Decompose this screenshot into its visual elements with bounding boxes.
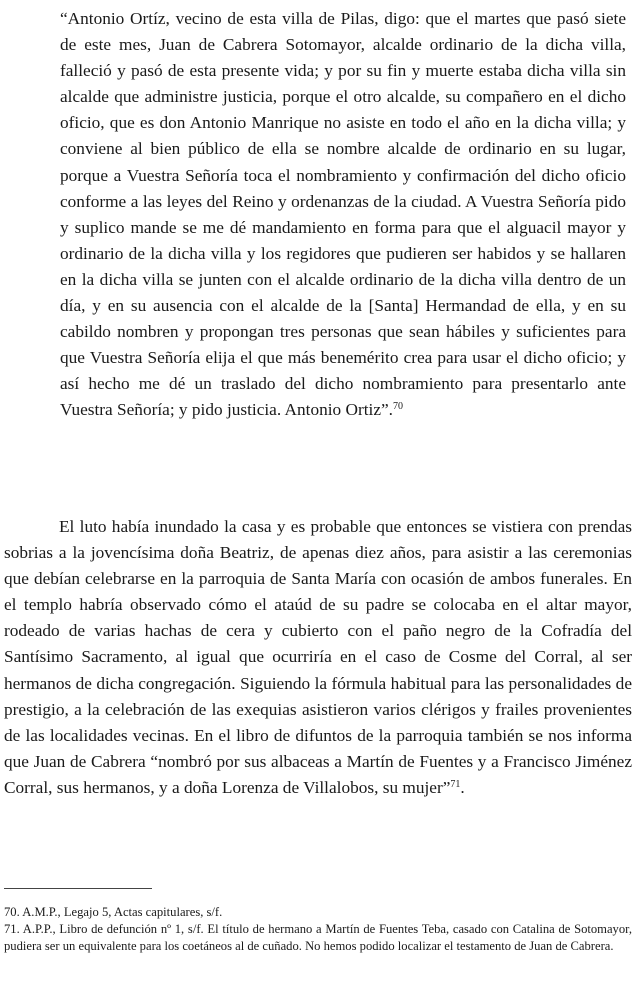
paragraph-end: . [460,777,465,797]
body-paragraph [4,514,632,801]
footnotes [4,904,632,956]
quote-text: “Antonio Ortíz, vecino de esta villa de Pilas, digo: que el martes que pasó siete de este mes, Juan de Cabrera Sotomayor, alcalde ordinario de la dicha villa, falleció y pasó de esta presente vida; y por su fin y muerte estaba dicha villa sin alcalde que administre justicia, porque el otro alcalde, su compañero en el dicho oficio, que es don Antonio Manrique no asiste en todo el año en la dicha villa; y conviene al bien público de ella se nombre alcalde de ordinario en su lugar, porque a Vuestra Señoría toca el nombramiento y confirmación del dicho oficio conforme a las leyes del Reino y ordenanzas de la ciudad. A Vuestra Señoría pido y suplico mande se me dé mandamiento en forma para que el alguacil mayor y ordinario de la dicha villa y los regidores que pudieren ser habidos y se hallaren en la dicha villa se junten con el alcalde ordinario de la dicha villa dentro de un día, y en su ausencia con el alcalde de la [Santa] Hermandad de ella, y en su cabildo nombren y propongan tres personas que sean hábiles y suficientes para que Vuestra Señoría elija el que más benemérito crea para usar el dicho oficio; y así hecho me dé un traslado del dicho nombramiento para presentarlo ante Vuestra Señoría; y pido justicia. Antonio Ortiz”. [60,9,626,420]
footnote-ref-71[interactable]: 71 [450,778,461,790]
footnote-71: 71. A.P.P., Libro de defunción nº 1, s/f. El título de hermano a Martín de Fuentes Teba, casado con Catalina de Sotomayor, pudiera ser un equivalente para los coetáneos al de cuñado. No hemos podido localizar el testamento de Juan de Cabrera. [4,922,632,954]
block-quote [60,6,626,424]
footnote-ref-70[interactable]: 70 [393,401,404,413]
footnote-70: 70. A.M.P., Legajo 5, Actas capitulares, s/f. [4,905,223,919]
footnote-separator [4,888,152,889]
paragraph-text: El luto había inundado la casa y es probable que entonces se vistiera con prendas sobrias a la jovencísima doña Beatriz, de apenas diez años, para asistir a las ceremonias que debían celebrarse en la parroquia de Santa María con ocasión de ambos funerales. En el templo habría observado cómo el ataúd de su padre se colocaba en el altar mayor, rodeado de varias hachas de cera y cubierto con el paño negro de la Cofradía del Santísimo Sacramento, al igual que ocurriría en el caso de Cosme del Corral, al ser hermanos de dicha congregación. Siguiendo la fórmula habitual para las personalidades de prestigio, a la celebración de las exequias asistieron varios clérigos y frailes provenientes de las localidades vecinas. En el libro de difuntos de la parroquia también se nos informa que Juan de Cabrera “nombró por sus albaceas a Martín de Fuentes y a Francisco Jiménez Corral, sus hermanos, y a doña Lorenza de Villalobos, su mujer” [4,517,632,797]
